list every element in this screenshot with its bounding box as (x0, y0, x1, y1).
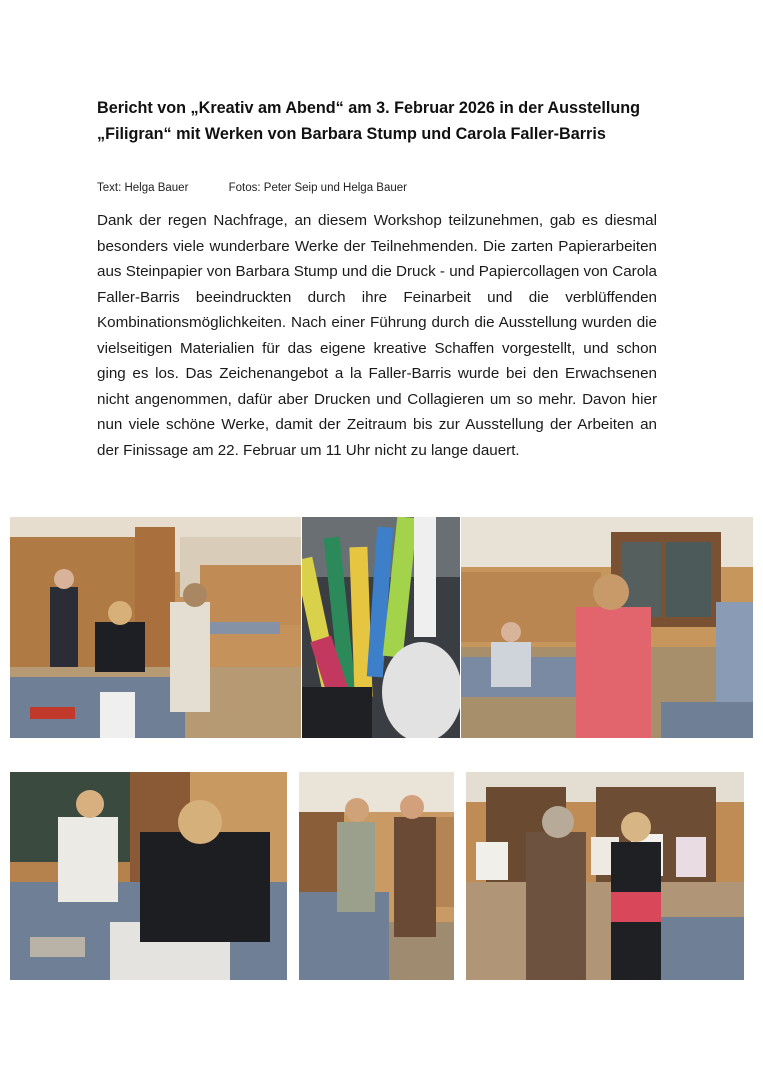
photo-paint-markers (302, 517, 460, 738)
credit-photo-authors: Fotos: Peter Seip und Helga Bauer (228, 182, 407, 194)
photo-participant-pink (461, 517, 753, 738)
photo-two-women-gallery (299, 772, 454, 980)
article-credits (97, 182, 407, 194)
photo-viewing-artworks (466, 772, 744, 980)
article-title: Bericht von „Kreativ am Abend“ am 3. Februar 2026 in der Ausstellung „Filigran“ mit Werken von Barbara Stump und Carola Faller-Barris (97, 99, 641, 143)
photo-printing-table (10, 772, 287, 980)
credit-text-author: Text: Helga Bauer (97, 182, 189, 194)
photo-workshop-room (10, 517, 301, 738)
article-body: Dank der regen Nachfrage, an diesem Workshop teilzunehmen, gab es diesmal besonders viele wunderbare Werke der Teilnehmenden. Die zarten Papierarbeiten aus Steinpapier von Barbara Stump und die Druck - und Papiercollagen von Carola Faller-Barris beeindruckten durch ihre Feinarbeit und die verblüffenden Kombinationsmöglichkeiten. Nach einer Führung durch die Ausstellung wurden die vielseitigen Materialien für das eigene kreative Schaffen vorgestellt, und schon ging es los. Das Zeichenangebot a la Faller-Barris wurde bei den Erwachsenen nicht angenommen, dafür aber Drucken und Collagieren um so mehr. Davon hier nun viele schöne Werke, damit der Zeitraum bis zur Ausstellung der Arbeiten an der Finissage am 22. Februar um 11 Uhr nicht zu lange dauert. (97, 212, 657, 459)
